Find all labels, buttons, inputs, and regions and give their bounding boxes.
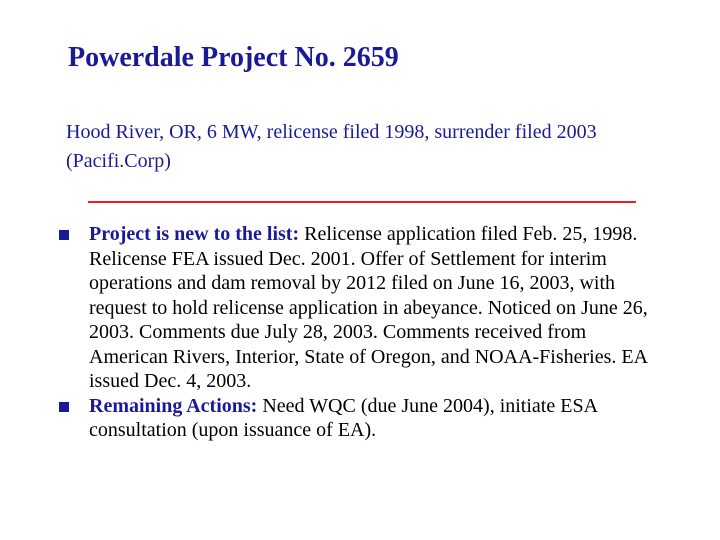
bullet-lead: Remaining Actions: [89,394,258,417]
slide-subtitle: Hood River, OR, 6 MW, relicense filed 1998, surrender filed 2003 (Pacifi.Corp) [66,121,597,172]
bullet-item [58,394,668,443]
bullet-lead: Project is new to the list: [89,223,300,245]
square-bullet-icon [59,402,69,412]
bullet-text: Need WQC (due June 2004), initiate ESA consultation (upon issuance of EA). [89,394,597,441]
slide-title: Powerdale Project No. 2659 [68,42,399,73]
bullet-list [58,222,668,443]
square-bullet-icon [59,230,69,240]
bullet-item [58,222,668,394]
title-divider [88,201,636,203]
bullet-text: Relicense application filed Feb. 25, 1998. Relicense FEA issued Dec. 2001. Offer of Settlement for interim operations and dam removal by 2012 filed on June 16, 2003, with request to hold relicense application in abeyance. Noticed on June 26, 2003. Comments due July 28, 2003. Comments received from American Rivers, Interior, State of Oregon, and NOAA-Fisheries. EA issued Dec. 4, 2003. [89,223,648,392]
